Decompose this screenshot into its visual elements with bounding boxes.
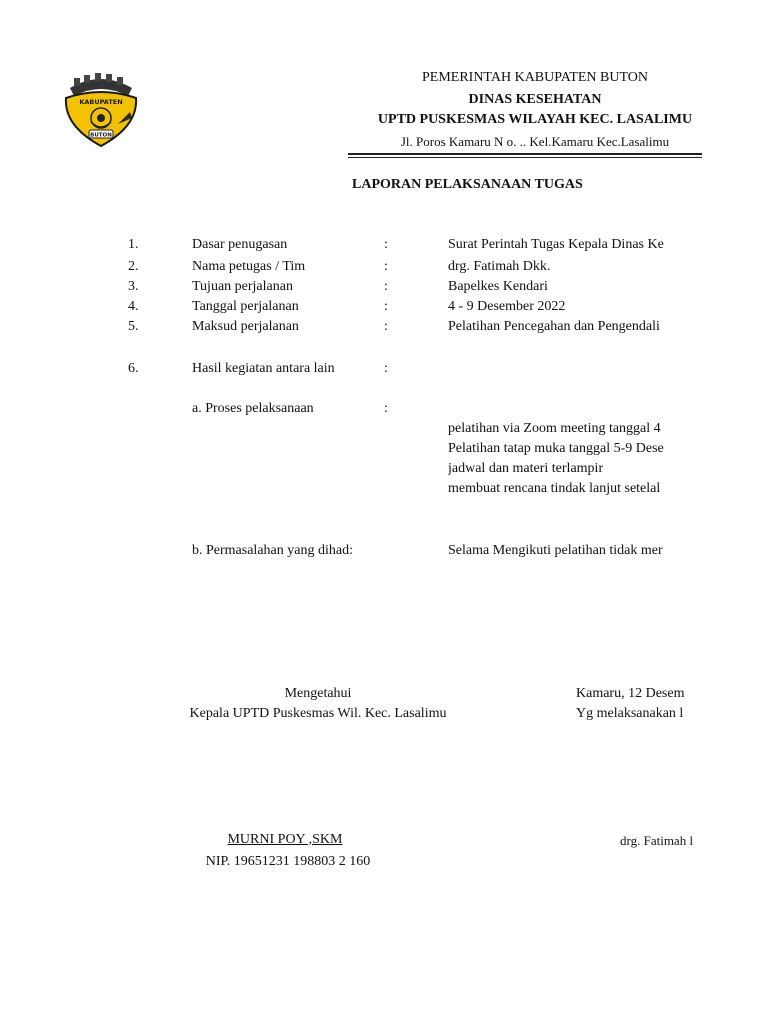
sub-a-line-1: pelatihan via Zoom meeting tanggal 4: [448, 421, 661, 436]
logo-bottom-text: BUTON: [90, 132, 112, 139]
logo-top-text: KABUPATEN: [79, 98, 123, 106]
item-number: 4.: [128, 299, 139, 314]
sign-left-acknowledge: Mengetahui: [284, 686, 352, 701]
item-value: Surat Perintah Tugas Kepala Dinas Ke: [448, 237, 664, 252]
sub-a-line-3: jadwal dan materi terlampir: [448, 461, 604, 476]
sign-left-position: Kepala UPTD Puskesmas Wil. Kec. Lasalimu: [189, 706, 447, 721]
item-number: 6.: [128, 361, 139, 376]
header-address: Jl. Poros Kamaru N o. .. Kel.Kamaru Kec.Lasalimu: [400, 134, 670, 149]
kabupaten-buton-logo: [60, 72, 142, 148]
item-value: 4 - 9 Desember 2022: [448, 299, 566, 314]
document-title: LAPORAN PELAKSANAAN TUGAS: [352, 177, 583, 192]
item-number: 3.: [128, 279, 139, 294]
sub-a-colon: :: [384, 401, 388, 416]
sub-a-line-2: Pelatihan tatap muka tanggal 5-9 Dese: [448, 441, 664, 456]
item-value: Pelatihan Pencegahan dan Pengendali: [448, 319, 660, 334]
sub-a-line-4: membuat rencana tindak lanjut setelal: [448, 481, 661, 496]
item-label: Tanggal perjalanan: [192, 299, 299, 314]
sub-b-value: Selama Mengikuti pelatihan tidak mer: [448, 543, 663, 558]
item-value: drg. Fatimah Dkk.: [448, 259, 551, 274]
item-label: Nama petugas / Tim: [192, 259, 306, 274]
item-label: Dasar penugasan: [192, 237, 288, 252]
item-number: 2.: [128, 259, 139, 274]
item-colon: :: [384, 237, 388, 252]
sign-left-nip: NIP. 19651231 198803 2 160: [205, 854, 371, 869]
item-colon: :: [384, 299, 388, 314]
item-value: Bapelkes Kendari: [448, 279, 548, 294]
sign-right-name: drg. Fatimah l: [620, 833, 694, 848]
item-label: Maksud perjalanan: [192, 319, 299, 334]
sub-b-label: b. Permasalahan yang dihad:: [192, 543, 353, 558]
header-department: DINAS KESEHATAN: [468, 92, 602, 107]
item-number: 5.: [128, 319, 139, 334]
item-colon: :: [384, 361, 388, 376]
header-divider-thick: [348, 153, 702, 155]
sign-right-place-date: Kamaru, 12 Desem: [576, 686, 685, 701]
header-divider-thin: [348, 157, 702, 158]
sub-a-label: a. Proses pelaksanaan: [192, 401, 314, 416]
item-colon: :: [384, 319, 388, 334]
item-colon: :: [384, 259, 388, 274]
sign-right-role: Yg melaksanakan l: [576, 706, 684, 721]
header-government: PEMERINTAH KABUPATEN BUTON: [421, 70, 648, 85]
sign-left-name: MURNI POY ,SKM: [227, 832, 343, 847]
item-number: 1.: [128, 237, 139, 252]
header-institution: UPTD PUSKESMAS WILAYAH KEC. LASALIMU: [377, 112, 693, 127]
item-colon: :: [384, 279, 388, 294]
item-label: Tujuan perjalanan: [192, 279, 293, 294]
item-label: Hasil kegiatan antara lain: [192, 361, 335, 376]
